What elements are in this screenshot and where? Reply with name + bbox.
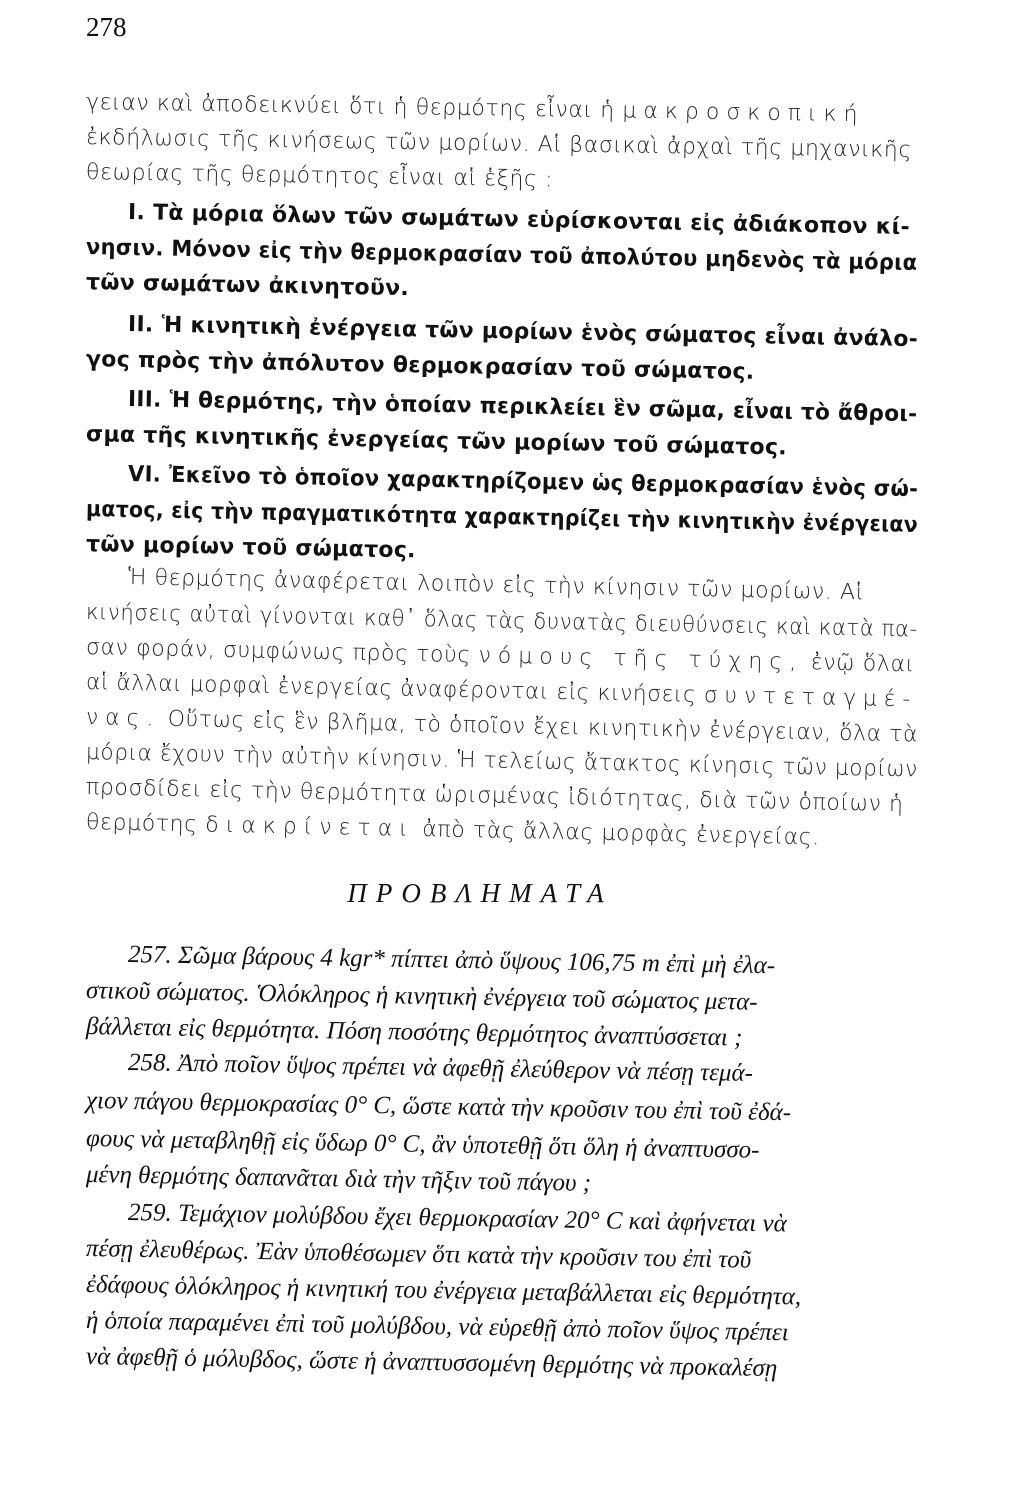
intro-line-3: θεωρίας τῆς θερμότητος εἶναι αἱ ἑξῆς : bbox=[85, 160, 554, 193]
paragraph-line: Ἡ θερμότης ἀναφέρεται λοιπὸν εἰς τὴν κίνησιν τῶν μορίων. Αἱ bbox=[127, 565, 864, 606]
problem-line: ἐδάφους ὁλόκληρος ἡ κινητική του ἐνέργεια μεταβάλλεται εἰς θερμότητα, bbox=[85, 1271, 802, 1311]
spaced-emphasis: συντεταγμέ- bbox=[703, 682, 918, 713]
paragraph-text: θερμότης bbox=[85, 810, 198, 838]
principle-line: II. Ἡ κινητικὴ ἐνέργεια τῶν μορίων ἑνὸς σώματος εἶναι ἀνάλο- bbox=[127, 312, 919, 353]
intro-line-2: ἐκδήλωσις τῆς κινήσεως τῶν μορίων. Αἱ βασικαὶ ἀρχαὶ τῆς μηχανικῆς bbox=[85, 125, 913, 163]
spaced-emphasis: διακρίνεται bbox=[205, 812, 415, 842]
principle-line: VI. Ἐκεῖνο τὸ ὁποῖον χαρακτηρίζομεν ὡς θερμοκρασίαν ἑνὸς σώ- bbox=[127, 462, 919, 503]
spaced-emphasis: νόμους τῆς τύχης, bbox=[478, 643, 804, 676]
principle-line: III. Ἡ θερμότης, τὴν ὁποίαν περικλείει ἓν σῶμα, εἶναι τὸ ἄθροι- bbox=[127, 387, 918, 428]
problem-line: βάλλεται εἰς θερμότητα. Πόση ποσότης θερμότητος ἀναπτύσσεται ; bbox=[85, 1013, 743, 1052]
principle-line: σμα τῆς κινητικῆς ἐνεργείας τῶν μορίων τοῦ σώματος. bbox=[85, 422, 788, 461]
problem-line: στικοῦ σώματος. Ὁλόκληρος ἡ κινητικὴ ἐνέργεια τοῦ σώματος μετα- bbox=[85, 977, 758, 1016]
paragraph-line: κινήσεις αὐταὶ γίνονται καθ᾿ ὅλας τὰς δυνατὰς διευθύνσεις καὶ κατὰ πα- bbox=[85, 600, 918, 643]
paragraph-text: αἱ ἄλλαι μορφαὶ ἐνεργείας ἀναφέρονται εἰς κινήσεις bbox=[85, 670, 697, 708]
principle-line: ματος, εἰς τὴν πραγματικότητα χαρακτηρίζει τὴν κινητικὴν ἐνέργειαν bbox=[85, 497, 919, 538]
paragraph-text: ἀπὸ τὰς ἄλλας μορφὰς ἐνεργείας. bbox=[422, 817, 821, 851]
paragraph-line: μόρια ἔχουν τὴν αὐτὴν κίνησιν. Ἡ τελείως ἄτακτος κίνησις τῶν μορίων bbox=[85, 740, 919, 783]
principle-line: τῶν σωμάτων ἀκινητοῦν. bbox=[85, 270, 410, 302]
problem-line: πέσῃ ἐλευθέρως. Ἐὰν ὑποθέσωμεν ὅτι κατὰ τὴν κροῦσιν του ἐπὶ τοῦ bbox=[85, 1235, 752, 1274]
paragraph-line: προσδίδει εἰς τὴν θερμότητα ὡρισμένας ἰδιότητας, διὰ τῶν ὁποίων ἡ bbox=[85, 775, 904, 818]
spaced-emphasis: μακροσκοπική bbox=[622, 98, 865, 128]
problem-line: φους νὰ μεταβληθῇ εἰς ὕδωρ 0° C, ἂν ὑποτεθῇ ὅτι ὅλη ἡ ἀναπτυσσο- bbox=[85, 1125, 760, 1164]
paragraph-text: Οὕτως εἰς ἓν βλῆμα, τὸ ὁποῖον ἔχει κινητικὴν ἐνέργειαν, ὅλα τὰ bbox=[167, 706, 919, 748]
intro-text: γειαν καὶ ἀποδεικνύει ὅτι ἡ θερμότης εἶναι ἡ bbox=[85, 90, 615, 124]
problem-line: νὰ ἀφεθῇ ὁ μόλυβδος, ὥστε ἡ ἀναπτυσσομένη θερμότης νὰ προκαλέσῃ bbox=[85, 1343, 778, 1383]
principle-line: I. Τὰ μόρια ὅλων τῶν σωμάτων εὑρίσκονται εἰς ἀδιάκοπον κί- bbox=[127, 200, 911, 241]
page-number: 278 bbox=[86, 12, 127, 42]
paragraph-text: σαν φοράν, συμφώνως πρὸς τοὺς bbox=[85, 635, 472, 669]
spaced-emphasis: νας. bbox=[85, 705, 161, 732]
problem-line: 258. Ἀπὸ ποῖον ὕψος πρέπει νὰ ἀφεθῇ ἐλεύθερον νὰ πέσῃ τεμά- bbox=[127, 1049, 754, 1087]
problem-line: 257. Σῶμα βάρους 4 kgr* πίπτει ἀπὸ ὕψους 106,75 m ἐπὶ μὴ ἐλα- bbox=[127, 941, 776, 980]
principle-line: τῶν μορίων τοῦ σώματος. bbox=[85, 532, 417, 564]
problem-line: χιον πάγου θερμοκρασίας 0° C, ὥστε κατὰ τὴν κροῦσιν του ἐπὶ τοῦ ἐδά- bbox=[85, 1087, 792, 1127]
problem-line: ἡ ὁποία παραμένει ἐπὶ τοῦ μολύβδου, νὰ εὑρεθῇ ἀπὸ ποῖον ὕψος πρέπει bbox=[85, 1307, 789, 1347]
problem-line: μένη θερμότης δαπανᾶται διὰ τὴν τῆξιν τοῦ πάγου ; bbox=[85, 1161, 592, 1197]
section-heading: ΠΡΟΒΛΗΜΑΤΑ bbox=[347, 878, 613, 908]
principle-line: γος πρὸς τὴν ἀπόλυτον θερμοκρασίαν τοῦ σώματος. bbox=[85, 347, 755, 385]
principle-line: νησιν. Μόνον εἰς τὴν θερμοκρασίαν τοῦ ἀπολύτου μηδενὸς τὰ μόρια bbox=[85, 235, 918, 276]
problem-line: 259. Τεμάχιον μολύβδου ἔχει θερμοκρασίαν 20° C καὶ ἀφήνεται νὰ bbox=[127, 1199, 787, 1238]
paragraph-text: ἐνῷ ὅλαι bbox=[810, 650, 915, 678]
